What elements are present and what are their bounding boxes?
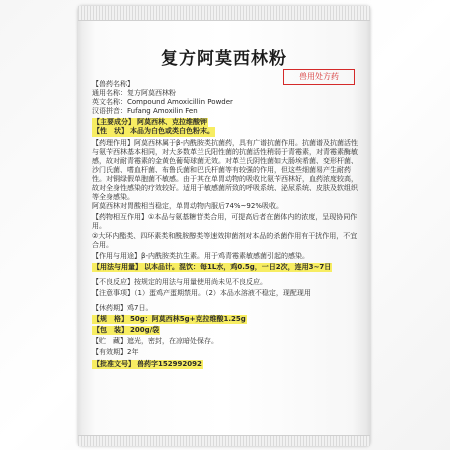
dosage-value: 以本品计。混饮：每1L水，鸡0.5g，一日2次，连用3~7日: [144, 262, 332, 271]
storage-row: [92, 337, 360, 346]
spec-row: [92, 315, 360, 324]
interaction-1: ①本品与氨基糖苷类合用，可提高后者在菌体内的浓度，呈现协同作用。: [92, 213, 358, 231]
interaction-row: [92, 213, 360, 231]
spacer: [92, 272, 360, 276]
approval-label: 【批准文号】: [93, 359, 135, 368]
spec-value: 50g：阿莫西林5g+克拉维酸1.25g: [130, 315, 246, 324]
bag-top-seal: [78, 6, 370, 21]
name-header: 【兽药名称】: [92, 80, 134, 88]
adverse-row: [92, 278, 360, 287]
interaction-label: 【药物相互作用】: [92, 213, 148, 222]
pharmacology-extra: 阿莫西林对胃酸相当稳定，单胃动物内服后74%~92%吸收。: [92, 202, 283, 211]
spec-label: 【规 格】: [93, 315, 128, 324]
withdrawal-value: 鸡7日。: [127, 304, 153, 313]
validity-row: [92, 348, 360, 357]
pharmacology-label: 【药理作用】: [92, 138, 134, 147]
storage-label: 【贮 藏】: [92, 337, 127, 346]
validity-value: 2年: [127, 348, 139, 357]
dosage-label: 【用法与用量】: [93, 262, 142, 271]
indication-row: [92, 252, 360, 261]
approval-row: [92, 360, 360, 369]
package-row: [92, 326, 360, 335]
pinyin-name: 汉语拼音：Fufang Amoxilin Fen: [92, 107, 198, 116]
generic-name: 通用名称：复方阿莫西林粉: [92, 89, 176, 98]
package-bag: [78, 6, 370, 446]
ingredients-label: 【主要成分】: [93, 118, 135, 127]
product-title: 复方阿莫西林粉: [161, 49, 287, 69]
properties-row: [92, 127, 360, 136]
precautions-label: 【注意事项】: [92, 288, 134, 297]
precautions-value: （1）蛋鸡产蛋期禁用。（2）本品水溶液不稳定，现配现用: [134, 288, 311, 297]
adverse-label: 【不良反应】: [92, 277, 134, 286]
package-value: 200g/袋: [130, 326, 160, 335]
pharmacology-row: [92, 139, 360, 203]
precautions-row: [92, 289, 360, 298]
ingredients-value: 阿莫西林、克拉维酸钾: [137, 118, 207, 127]
english-name: 英文名称：Compound Amoxicillin Powder: [92, 98, 233, 107]
rx-badge: 兽用处方药: [283, 69, 355, 85]
approval-value: 兽药字152992092: [137, 359, 202, 368]
indication-value: β-内酰胺类抗生素。用于鸡青霉素敏感菌引起的感染。: [141, 251, 309, 260]
withdrawal-row: [92, 304, 360, 313]
properties-label: 【性 状】: [93, 127, 128, 136]
properties-value: 本品为白色或类白色粉末。: [130, 127, 214, 136]
bag-bottom-seal: [78, 435, 370, 446]
pharmacology-value: 阿莫西林属于β-内酰胺类抗菌药，具有广谱抗菌作用。抗菌谱及抗菌活性与氨苄西林基本相同，对大多数革兰氏阳性菌的抗菌活性稍弱于青霉素，对青霉素酶敏感，故对耐青霉素的金黄色葡萄球菌无效。对革兰氏阴性菌如大肠埃希菌、变形杆菌、沙门氏菌、嗜血杆菌、布鲁氏菌和巴氏杆菌等有较强的作用，但这些细菌易产生耐药性。对铜绿假单胞菌不敏感。由于其在单胃动物的吸收比氨苄西林好，血药浓度较高，故对全身性感染的疗效较好。适用于敏感菌所致的呼吸系统、泌尿系统、皮肤及软组织等全身感染。: [92, 138, 358, 202]
package-label: 【包 装】: [93, 326, 128, 335]
adverse-value: 按规定的用法与用量使用尚未见不良反应。: [134, 277, 267, 286]
withdrawal-label: 【休药期】: [92, 304, 127, 313]
indication-label: 【作用与用途】: [92, 251, 141, 260]
dosage-row: [92, 263, 360, 272]
validity-label: 【有效期】: [92, 348, 127, 357]
spacer: [92, 298, 360, 302]
interaction-2: ②大环内酯类、四环素类和酰胺醇类等速效抑菌剂对本品的杀菌作用有干扰作用，不宜合用。: [92, 231, 358, 249]
label-text: [92, 80, 360, 369]
storage-value: 遮光，密封，在凉暗处保存。: [127, 337, 218, 346]
